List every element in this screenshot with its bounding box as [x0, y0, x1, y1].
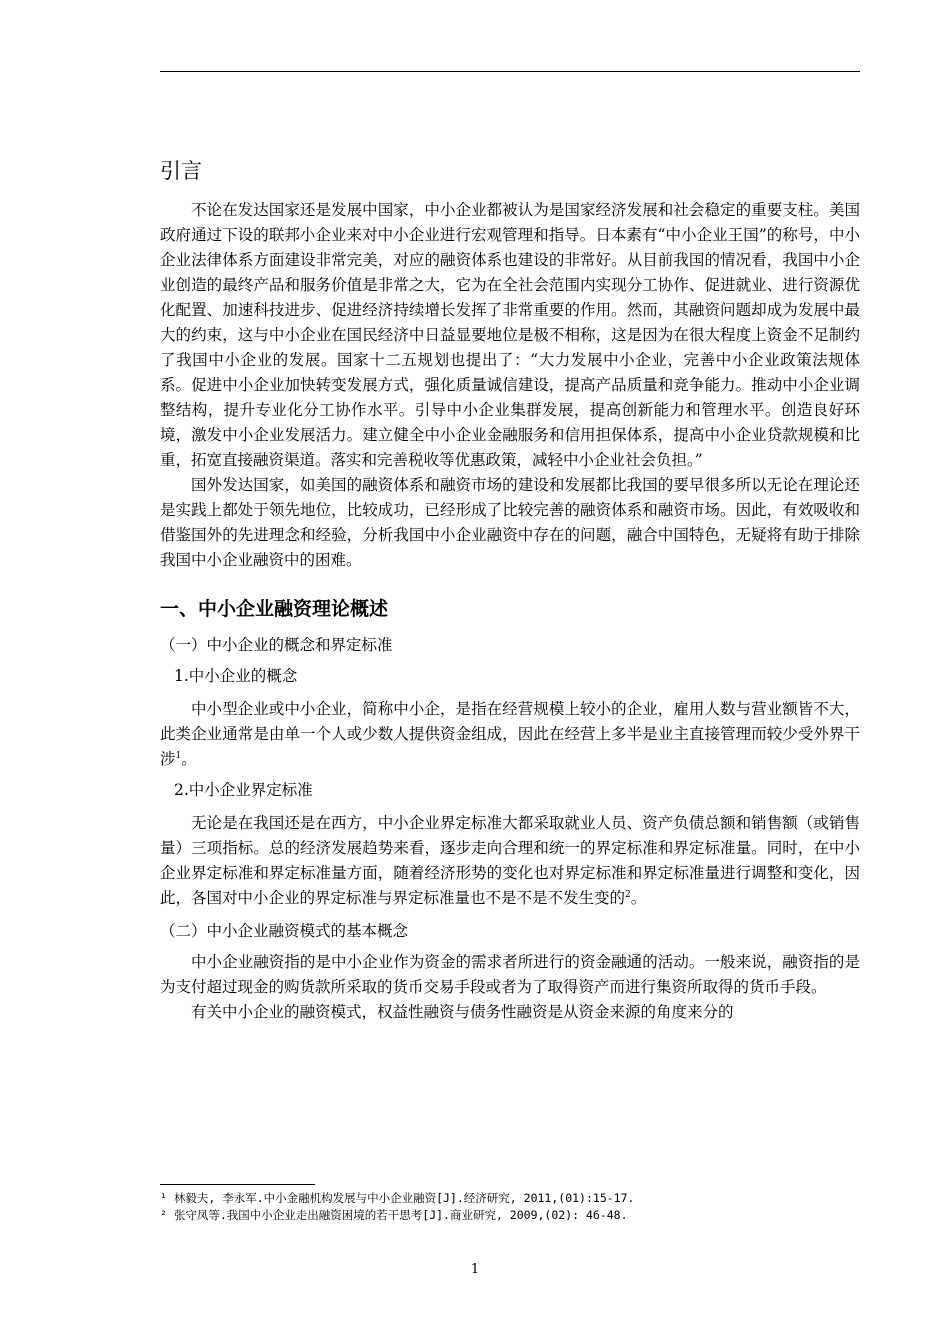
item-2-heading: 2.中小企业界定标准: [174, 781, 313, 799]
subsection-2-paragraph-2: 有关中小企业的融资模式，权益性融资与债务性融资是从资金来源的角度来分的: [191, 1003, 734, 1021]
document-body: [160, 150, 860, 1025]
footnote-ref-1[interactable]: 1: [175, 750, 182, 761]
intro-paragraph-2: 国外发达国家，如美国的融资体系和融资市场的建设和发展都比我国的要早很多所以无论在理论还是实践上都处于领先地位，比较成功，已经形成了比较完善的融资体系和融资市场。因此，有效吸收和借鉴国外的先进理念和经验，分析我国中小企业融资中存在的问题，融合中国特色，无疑将有助于排除我国中小企业融资中的困难。: [160, 476, 860, 569]
item-2-text: 无论是在我国还是在西方，中小企业界定标准大都采取就业人员、资产负债总额和销售额（或销售量）三项指标。总的经济发展趋势来看，逐步走向合理和统一的界定标准和界定标准量。同时，在中小企业界定标准和界定标准量方面，随着经济形势的变化也对界定标准和界定标准量进行调整和变化，因此，各国对中小企业的界定标准与界定标准量也不是不是不发生变的: [160, 814, 860, 907]
item-2-end: 。: [630, 889, 647, 907]
footnote-2: ² 张守凤等.我国中小企业走出融资困境的若干思考[J].商业研究, 2009,(02): 46-48.: [160, 1208, 628, 1222]
footnote-rule: [160, 1184, 315, 1185]
section-1-heading: 一、中小企业融资理论概述: [160, 598, 389, 620]
subsection-2-heading: （二）中小企业融资模式的基本概念: [160, 922, 409, 940]
intro-paragraph-1: 不论在发达国家还是发展中国家，中小企业都被认为是国家经济发展和社会稳定的重要支柱。美国政府通过下设的联邦小企业来对中小企业进行宏观管理和指导。日本素有“中小企业王国”的称号，中小企业法律体系方面建设非常完美，对应的融资体系也建设的非常好。从目前我国的情况看，我国中小企业创造的最终产品和服务价值是非常之大，它为在全社会范围内实现分工协作、促进就业、进行资源优化配置、加速科技进步、促进经济持续增长发挥了非常重要的作用。然而，其融资问题却成为发展中最大的约束，这与中小企业在国民经济中日益显要地位是极不相称，这是因为在很大程度上资金不足制约了我国中小企业的发展。国家十二五规划也提出了：“大力发展中小企业，完善中小企业政策法规体系。促进中小企业加快转变发展方式，强化质量诚信建设，提高产品质量和竞争能力。推动中小企业调整结构，提升专业化分工协作水平。引导中小企业集群发展，提高创新能力和管理水平。创造良好环境，激发中小企业发展活力。建立健全中小企业金融服务和信用担保体系，提高中小企业贷款规模和比重，拓宽直接融资渠道。落实和完善税收等优惠政策，减轻中小企业社会负担。”: [160, 201, 860, 469]
header-rule: [160, 71, 860, 72]
item-1-text: 中小型企业或中小企业，简称中小企，是指在经营规模上较小的企业，雇用人数与营业额皆不大，此类企业通常是由单一个人或少数人提供资金组成，因此在经营上多半是业主直接管理而较少受外界干涉: [160, 700, 860, 768]
item-1-end: 。: [181, 750, 197, 768]
subsection-2-paragraph-1: 中小企业融资指的是中小企业作为资金的需求者所进行的资金融通的活动。一般来说，融资指的是为支付超过现金的购货款所采取的货币交易手段或者为了取得资产而进行集资所取得的货币手段。: [160, 953, 860, 996]
item-2-paragraph: [160, 811, 860, 911]
footnote-1: ¹ 林毅夫, 李永军.中小金融机构发展与中小企业融资[J].经济研究, 2011,(01):15-17.: [160, 1191, 635, 1205]
page-number: 1: [470, 1262, 480, 1277]
footnotes: [160, 1190, 860, 1224]
item-1-heading: 1.中小企业的概念: [174, 667, 298, 685]
subsection-1-heading: （一）中小企业的概念和界定标准: [160, 636, 393, 654]
footnote-ref-2[interactable]: 2: [625, 889, 631, 900]
intro-heading: 引言: [160, 159, 202, 183]
item-1-paragraph: [160, 697, 860, 772]
